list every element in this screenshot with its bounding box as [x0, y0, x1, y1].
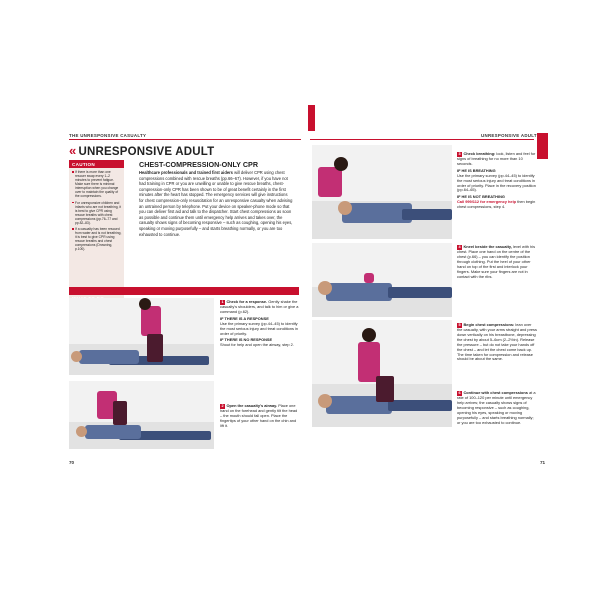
- caution-list: [69, 168, 124, 251]
- red-tab-top: [308, 105, 315, 131]
- photo-chest-compressions: [312, 320, 452, 427]
- red-tab-side: [537, 133, 548, 159]
- step-number: 6: [458, 391, 461, 395]
- step-1: [220, 300, 300, 349]
- step-text: level with his chest. Place one hand on the centre of the chest (p.66) – you can identify the position through clothing. Put the heel of your other hand on top of the first and interlock your fingers. Make sure your fingers are not in contact with the ribs.: [457, 244, 536, 279]
- step-lead: Open the casualty’s airway.: [226, 403, 278, 408]
- cc-section-body: [139, 170, 293, 237]
- step-5: [457, 323, 537, 363]
- step-subtext: then begin chest compressions, step 4.: [457, 199, 536, 210]
- step-3: [457, 152, 537, 211]
- caution-item: For unresponsive children and infants who are not breathing, it is best to give CPR using rescue breaths with chest compressions (pp.76–77 and pp.82–83).: [72, 201, 122, 225]
- step-number: 1: [221, 300, 224, 304]
- step-text: at a rate of 100–120 per minute until emergency help arrives; the casualty shows signs of becoming responsive – such as coughing, opening his eyes, speaking or moving purposefully – and starts breathing normally; or you are too exhausted to continue.: [457, 390, 536, 425]
- step-subhead: IF THERE IS A RESPONSE: [220, 315, 269, 321]
- step-number: 3: [458, 152, 461, 156]
- step-number: 4: [458, 245, 461, 249]
- header-rule-right: [310, 139, 534, 140]
- left-page: [63, 105, 301, 485]
- step-text: lean over the casualty, with your arms straight and press down vertically on his breastbone, depressing the chest by about 5–6cm (2–2½in). Release the pressure – but do not take your hands off the chest – and let the chest come back up. The time taken for compression and release should be about the same.: [457, 322, 537, 362]
- page-title-text: UNRESPONSIVE ADULT: [78, 146, 215, 158]
- step-lead: Begin chest compressions:: [463, 322, 515, 327]
- step-text: look, listen and feel for signs of breathing for no more than 10 seconds.: [457, 151, 536, 166]
- step-2: [220, 404, 300, 430]
- cc-section-text: will deliver CPR using chest compressions combined with rescue breaths (pp.66–67). However, if you have not had training in CPR or you are unwilling or unable to give rescue breaths, chest-compression-only CPR has been shown to be of great benefit certainly in the first minutes after the heart has stopped. The emergency services will give instructions for chest compression-only resuscitation for an unresponsive casualty when advising an untrained person by telephone. Put your device on speaker-phone mode so that you can deliver first aid and talk to the dispatcher. Start chest compressions as soon as possible and continue them until emergency help arrives and takes over, the casualty shows signs of becoming responsive – such as coughing, opening his eyes, speaking or moving purposefully – and starts breathing normally, or you are too exhausted to continue.: [139, 170, 293, 237]
- cc-section-lead: Healthcare professionals and trained first aiders: [139, 170, 233, 175]
- step-text: Gently shake the casualty’s shoulders, and talk to him or give a command (p.62).: [220, 299, 299, 314]
- book-spread: [63, 105, 548, 485]
- running-head-right: UNRESPONSIVE ADULT: [481, 133, 537, 138]
- step-subhead: IF HE IS NOT BREATHING: [457, 194, 505, 200]
- step-lead: Continue with chest compressions: [463, 390, 528, 395]
- emergency-call-text: Call 999/112 for emergency help: [457, 199, 517, 205]
- step-subhead: IF HE IS BREATHING: [457, 167, 496, 173]
- right-page: [310, 105, 548, 485]
- page-number-right: 71: [540, 460, 546, 465]
- step-text: Place one hand on the forehead and gently tilt the head – the mouth should fall open. Place the fingertips of your other hand on the chin and lift it.: [220, 403, 298, 428]
- cc-section-heading: CHEST-COMPRESSION-ONLY CPR: [139, 160, 259, 169]
- what-to-do-bar: [69, 287, 299, 295]
- running-head-left: THE UNRESPONSIVE CASUALTY: [69, 133, 147, 138]
- caution-heading: CAUTION: [69, 160, 124, 168]
- step-subhead: IF THERE IS NO RESPONSE: [220, 337, 273, 343]
- page-number-left: 70: [69, 460, 75, 465]
- step-lead: Check breathing:: [463, 151, 496, 156]
- photo-check-breathing: [312, 145, 452, 239]
- caution-item: If a casualty has been rescued from water and is not breathing, it is best to give CPR using rescue breaths and chest compressions (Drowning, p.100).: [72, 227, 122, 251]
- chevron-left-icon: «: [69, 143, 77, 158]
- step-6: [457, 391, 537, 426]
- page-title: [69, 143, 214, 158]
- step-subtext: Shout for help and open the airway, step 2.: [220, 342, 294, 348]
- header-rule-left: [69, 139, 301, 140]
- photo-check-response: [69, 298, 214, 375]
- caution-item: If there is more than one rescuer swap every 1–2 minutes to prevent fatigue. Make sure there is minimal interruption when you change over to maintain the quality of the compressions.: [72, 170, 122, 198]
- step-subtext: Use the primary survey (pp.44–45) to identify the most serious injury and treat conditions in order of priority.: [220, 320, 299, 336]
- step-lead: Check for a response.: [226, 299, 268, 304]
- step-4: [457, 245, 537, 280]
- photo-hand-position: [312, 243, 452, 317]
- step-subtext: Use the primary survey (pp.44–45) to identify the most serious injury and treat conditions in order of priority. Place in the recovery position (pp.64–65).: [457, 172, 536, 193]
- step-number: 2: [221, 404, 224, 408]
- photo-open-airway: [69, 381, 214, 449]
- step-number: 5: [458, 323, 461, 327]
- step-lead: Kneel beside the casualty,: [463, 244, 512, 249]
